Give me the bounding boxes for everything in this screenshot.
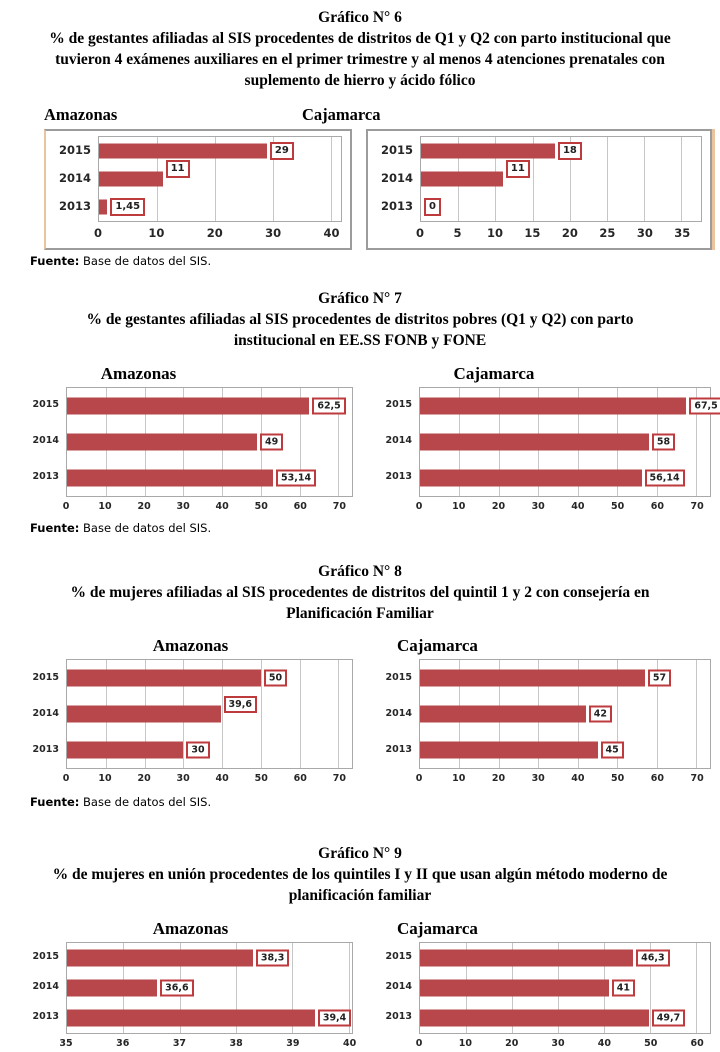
x-axis-tick: 20	[137, 500, 151, 512]
source-label: Fuente:	[30, 795, 80, 810]
x-axis-tick: 70	[332, 500, 346, 512]
chart-panel-cajamarca	[381, 919, 711, 1052]
bar-2014	[420, 706, 586, 723]
x-axis	[415, 222, 702, 248]
value-label: 30	[186, 742, 209, 759]
x-axis-tick: 0	[93, 226, 103, 241]
bar-row	[67, 460, 352, 496]
x-axis-tick: 0	[62, 500, 70, 512]
plot-area	[66, 659, 353, 769]
x-axis-tick: 40	[342, 1037, 357, 1049]
chart-panel-amazonas	[28, 364, 353, 515]
x-axis-tick: 40	[597, 1037, 612, 1049]
bar-row	[420, 973, 710, 1003]
x-axis-tick: 30	[551, 1037, 565, 1049]
x-axis-tick: 60	[650, 500, 664, 512]
bar-row	[67, 660, 352, 696]
y-axis-label: 2014	[32, 981, 59, 993]
bar-2013	[67, 1009, 315, 1026]
y-axis-label: 2015	[32, 671, 59, 683]
chart-group-grafico-7	[0, 290, 720, 535]
chart-title: % de mujeres afiliadas al SIS procedentes de distritos del quintil 1 y 2 con consejería en Planificación Familiar	[70, 583, 650, 622]
y-axis-label: 2015	[58, 143, 91, 158]
chart-number-heading: Gráfico N° 7	[318, 290, 402, 308]
value-label: 11	[166, 160, 190, 178]
plot-area	[419, 942, 711, 1034]
x-axis-tick: 50	[611, 500, 625, 512]
bar-2014	[420, 433, 649, 450]
chart-title: % de mujeres en unión procedentes de los quintiles I y II que usan algún método moderno de planificación familiar	[52, 866, 668, 905]
panel-region-title: Cajamarca	[397, 636, 478, 656]
x-axis-tick: 50	[254, 500, 268, 512]
x-axis	[415, 769, 711, 787]
bar-2013	[420, 742, 598, 759]
panel-region-title: Amazonas	[152, 636, 229, 656]
x-axis	[62, 497, 353, 515]
chart-panel-cajamarca	[381, 363, 718, 515]
source-text: Base de datos del SIS.	[79, 795, 212, 810]
bar-row	[421, 137, 701, 165]
bar-row	[99, 137, 341, 165]
chart-number-heading: Gráfico N° 8	[318, 562, 402, 580]
bar-row	[421, 193, 701, 221]
chart-title: % de gestantes afiliadas al SIS procedentes de distritos de Q1 y Q2 con parto institucional que tuvieron 4 exámenes auxiliares en el primer trimestre y al menos 4 atenciones prenatales con suplemento de hierro y ácido fólico	[49, 30, 671, 89]
bar-row	[420, 388, 718, 424]
value-label: 62,5	[312, 397, 345, 414]
chart-panel-amazonas	[28, 918, 357, 1052]
value-label: 49	[260, 433, 283, 450]
y-axis-label: 2014	[58, 171, 91, 186]
x-axis-tick: 70	[690, 773, 704, 785]
value-label: 49,7	[652, 1009, 685, 1026]
bar-row	[99, 193, 341, 221]
y-axis-label: 2014	[385, 435, 412, 447]
bar-2015	[67, 670, 261, 687]
y-axis-label: 2014	[380, 171, 413, 186]
panel-region-title: Cajamarca	[397, 918, 478, 938]
bar-row	[67, 973, 352, 1003]
panel-region-title: Amazonas	[100, 363, 177, 383]
bar-row	[421, 165, 701, 193]
x-axis-tick: 10	[98, 500, 112, 512]
x-axis-tick: 40	[571, 773, 585, 785]
x-axis	[415, 1034, 711, 1052]
value-label: 46,3	[636, 949, 669, 966]
x-axis-tick: 30	[176, 773, 190, 785]
chart-frame	[28, 659, 353, 787]
value-label: 39,6	[224, 696, 257, 713]
value-label: 41	[612, 979, 635, 996]
value-label: 57	[648, 670, 671, 687]
panel-region-title: Cajamarca	[453, 363, 535, 383]
bar-row	[420, 943, 710, 973]
y-axis-label: 2014	[385, 707, 412, 719]
value-label: 1,45	[110, 198, 145, 216]
y-axis-label: 2013	[385, 743, 412, 755]
x-axis-tick: 20	[491, 773, 506, 785]
y-axis-label: 2013	[32, 743, 59, 755]
y-axis-label: 2014	[32, 435, 59, 447]
value-label: 53,14	[276, 469, 316, 486]
chart-panel-amazonas	[44, 105, 352, 250]
charts-row	[0, 636, 720, 787]
source-label: Fuente:	[30, 254, 80, 269]
chart-frame	[28, 387, 353, 515]
value-label: 11	[506, 160, 530, 178]
x-axis-tick: 40	[323, 226, 340, 241]
x-axis-tick: 20	[206, 226, 223, 241]
x-axis-tick: 10	[486, 226, 503, 241]
source-text: Base de datos del SIS.	[79, 254, 212, 269]
source-label: Fuente:	[30, 520, 80, 535]
x-axis-tick: 50	[254, 773, 268, 785]
source-note	[30, 521, 720, 535]
x-axis-tick: 0	[415, 500, 423, 512]
bar-2014	[421, 172, 503, 187]
value-label: 36,6	[160, 979, 193, 996]
bar-row	[420, 1003, 710, 1033]
x-axis-tick: 70	[332, 773, 346, 785]
x-axis-tick: 25	[599, 226, 616, 241]
panel-region-title: Amazonas	[152, 918, 229, 938]
x-axis-tick: 10	[148, 226, 165, 241]
chart-frame	[381, 942, 711, 1052]
plot-area	[66, 942, 353, 1034]
bar-2013	[67, 469, 273, 486]
x-axis-tick: 30	[531, 500, 545, 512]
chart-frame	[28, 942, 357, 1052]
bar-row	[67, 388, 352, 424]
bar-2014	[420, 979, 609, 996]
bar-2013	[420, 1009, 649, 1026]
bar-row	[420, 660, 710, 696]
chart-group-grafico-9	[0, 845, 720, 1052]
panel-region-title: Amazonas	[44, 105, 118, 125]
chart-number-heading: Gráfico N° 6	[318, 9, 402, 26]
bar-row	[420, 732, 710, 768]
chart-group-grafico-8	[0, 563, 720, 810]
value-label: 29	[270, 142, 294, 160]
plot-area	[420, 136, 702, 222]
bar-2014	[99, 172, 163, 187]
x-axis-tick: 39	[286, 1037, 300, 1049]
x-axis-tick: 0	[62, 773, 70, 785]
bar-row	[67, 696, 352, 732]
bar-2015	[99, 144, 267, 159]
x-axis-tick: 10	[452, 773, 466, 785]
chart-panel-cajamarca	[381, 636, 711, 787]
chart-number-heading: Gráfico N° 9	[318, 845, 402, 863]
value-label: 56,14	[645, 469, 685, 486]
y-axis-label: 2013	[58, 199, 91, 214]
x-axis-tick: 50	[611, 773, 625, 785]
source-text: Base de datos del SIS.	[79, 520, 212, 535]
bar-2015	[67, 949, 253, 966]
bar-2015	[420, 670, 645, 687]
value-label: 18	[558, 142, 582, 160]
x-axis	[415, 497, 711, 515]
x-axis-tick: 38	[229, 1037, 243, 1049]
bar-2015	[421, 144, 555, 159]
y-axis-label: 2015	[385, 399, 412, 411]
bar-2013	[99, 200, 107, 215]
bar-2013	[67, 742, 183, 759]
x-axis-tick: 20	[491, 500, 506, 512]
x-axis	[93, 222, 342, 248]
y-axis-label: 2014	[385, 981, 412, 993]
bar-row	[420, 424, 710, 460]
charts-row	[0, 919, 720, 1052]
bar-row	[67, 424, 352, 460]
x-axis-tick: 15	[524, 226, 541, 241]
x-axis	[59, 1034, 357, 1052]
plot-area	[98, 136, 342, 222]
x-axis-tick: 10	[452, 500, 466, 512]
y-axis-label: 2014	[32, 707, 59, 719]
chart-title: % de gestantes afiliadas al SIS procedentes de distritos pobres (Q1 y Q2) con parto institucional en EE.SS FONB y FONE	[86, 311, 634, 350]
x-axis-tick: 35	[674, 226, 691, 241]
plot-area	[66, 387, 353, 497]
value-label: 67,5	[689, 397, 720, 414]
x-axis-tick: 35	[59, 1037, 73, 1049]
bar-2015	[67, 397, 309, 414]
x-axis-tick: 40	[215, 500, 229, 512]
bar-2014	[67, 433, 257, 450]
y-axis-label: 2013	[32, 471, 59, 483]
charts-row	[0, 364, 720, 515]
x-axis-tick: 20	[137, 773, 151, 785]
bar-row	[99, 165, 341, 193]
bar-row	[67, 943, 352, 973]
source-note	[30, 795, 720, 809]
y-axis-label: 2015	[380, 143, 413, 158]
x-axis-tick: 20	[561, 226, 578, 241]
bar-2015	[420, 949, 633, 966]
value-label: 58	[652, 433, 675, 450]
chart-frame	[366, 129, 712, 250]
chart-frame	[44, 129, 352, 250]
value-label: 45	[601, 742, 624, 759]
y-axis-label: 2013	[32, 1011, 59, 1023]
x-axis-tick: 10	[458, 1037, 472, 1049]
x-axis-tick: 0	[415, 1037, 423, 1049]
x-axis	[62, 769, 353, 787]
chart-frame	[381, 659, 711, 787]
bar-2014	[67, 706, 221, 723]
x-axis-tick: 40	[215, 773, 229, 785]
bar-row	[420, 696, 710, 732]
bar-2015	[420, 397, 686, 414]
y-axis-label: 2015	[385, 951, 412, 963]
x-axis-tick: 60	[293, 773, 307, 785]
value-label: 42	[589, 706, 612, 723]
x-axis-tick: 36	[116, 1037, 130, 1049]
y-axis-label: 2013	[380, 199, 413, 214]
charts-row	[0, 105, 720, 250]
bar-row	[420, 460, 710, 496]
y-axis-label: 2015	[385, 671, 412, 683]
plot-area	[419, 659, 711, 769]
x-axis-tick: 30	[176, 500, 190, 512]
chart-panel-amazonas	[28, 636, 353, 787]
value-label: 39,4	[318, 1009, 351, 1026]
y-axis-label: 2013	[385, 471, 412, 483]
x-axis-tick: 20	[505, 1037, 519, 1049]
x-axis-tick: 37	[172, 1037, 187, 1049]
x-axis-tick: 10	[98, 773, 112, 785]
x-axis-tick: 30	[531, 773, 545, 785]
bar-row	[67, 1003, 352, 1033]
value-label: 38,3	[256, 949, 289, 966]
x-axis-tick: 60	[293, 500, 307, 512]
x-axis-tick: 60	[650, 773, 664, 785]
x-axis-tick: 0	[415, 773, 423, 785]
bar-2013	[420, 469, 642, 486]
y-axis-label: 2015	[32, 399, 59, 411]
x-axis-tick: 50	[644, 1037, 658, 1049]
x-axis-tick: 70	[690, 500, 704, 512]
x-axis-tick: 30	[636, 226, 653, 241]
plot-area	[419, 387, 718, 497]
bar-2014	[67, 979, 157, 996]
x-axis-tick: 5	[453, 226, 462, 241]
panel-region-title: Cajamarca	[302, 105, 381, 125]
value-label: 0	[424, 198, 441, 216]
x-axis-tick: 30	[265, 226, 282, 241]
x-axis-tick: 0	[415, 226, 425, 241]
bar-row	[67, 732, 352, 768]
y-axis-label: 2015	[32, 951, 59, 963]
chart-group-grafico-6	[0, 9, 720, 268]
y-axis-label: 2013	[385, 1011, 412, 1023]
value-label: 50	[264, 670, 287, 687]
x-axis-tick: 60	[690, 1037, 704, 1049]
chart-frame	[381, 387, 718, 515]
x-axis-tick: 40	[571, 500, 585, 512]
source-note	[30, 254, 720, 268]
